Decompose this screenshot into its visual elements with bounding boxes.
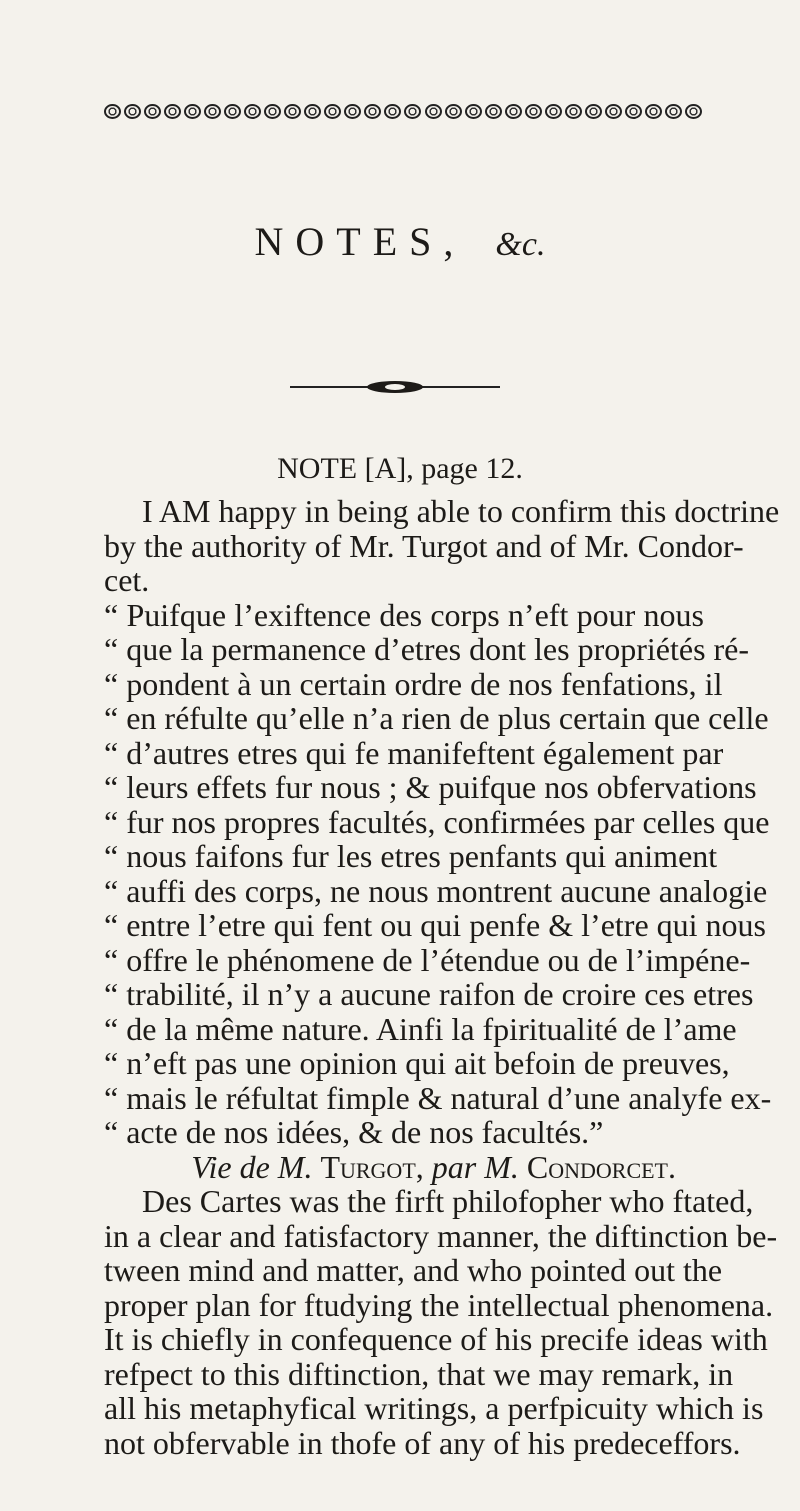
ornament-orb — [685, 104, 702, 119]
ornament-orb — [585, 104, 602, 119]
ornament-orb — [124, 104, 141, 119]
intro-line: cet. — [104, 562, 150, 598]
ornament-orb — [244, 104, 261, 119]
quote-line: “ nous faifons fur les etres penfants qui animent — [104, 838, 718, 874]
intro-line: by the authority of Mr. Turgot and of Mr. Condor- — [104, 527, 744, 564]
ornament-orb — [665, 104, 682, 119]
ornament-orb — [104, 104, 121, 119]
citation-author: Condorcet. — [526, 1148, 676, 1185]
citation-name: Turgot, — [320, 1148, 424, 1185]
body-line: Des Cartes was the firft philofopher who ftated, — [142, 1183, 754, 1219]
ornament-orb — [264, 104, 281, 119]
ornament-orb — [605, 104, 622, 119]
ornament-orb — [505, 104, 522, 119]
ornamental-rule — [290, 381, 500, 393]
quote-line: “ n’eft pas une opinion qui ait befoin de preuves, — [104, 1045, 730, 1081]
title-etc: &c. — [495, 226, 546, 263]
ornament-orb — [284, 104, 301, 119]
ornament-orb — [324, 104, 341, 119]
ornament-orb — [344, 104, 361, 119]
ornament-border — [104, 100, 702, 122]
ornament-orb — [525, 104, 542, 119]
ornament-orb — [565, 104, 582, 119]
french-quotation — [104, 596, 772, 1150]
citation-by: par M. — [431, 1148, 519, 1185]
quote-line: “ fur nos propres facultés, confirmées par celles que — [104, 803, 770, 840]
quote-line: “ acte de nos idées, & de nos facultés.” — [104, 1114, 604, 1150]
ornament-orb — [465, 104, 482, 119]
quote-line: “ que la permanence d’etres dont les propriétés ré- — [104, 631, 750, 667]
ornament-orb — [364, 104, 381, 119]
quote-line: “ d’autres etres qui fe manifeftent également par — [104, 734, 724, 771]
quote-line: “ mais le réfultat fimple & natural d’une analyfe ex- — [104, 1079, 772, 1116]
ornament-orb — [425, 104, 442, 119]
body-line: refpect to this diftinction, that we may remark, in — [104, 1355, 734, 1392]
body-line: all his metaphyfical writings, a perfpicuity which is — [104, 1390, 764, 1426]
quote-line: “ de la même nature. Ainfi la fpiritualité de l’ame — [104, 1010, 737, 1047]
ornament-orb — [144, 104, 161, 119]
citation-prefix: Vie de M. — [191, 1148, 313, 1185]
quote-line: “ en réfulte qu’elle n’a rien de plus certain que celle — [104, 700, 769, 736]
quote-line: “ Puifque l’exiftence des corps n’eft pour nous — [104, 596, 704, 633]
page-title — [0, 218, 800, 265]
ornament-orb — [404, 104, 421, 119]
ornament-orb — [304, 104, 321, 119]
quote-line: “ offre le phénomene de l’étendue ou de l’impéne- — [104, 941, 751, 978]
quote-line: “ pondent à un certain ordre de nos fenfations, il — [104, 665, 723, 702]
body-paragraph — [104, 1183, 778, 1461]
quote-line: “ leurs effets fur nous ; & puifque nos obfervations — [104, 769, 757, 805]
ornament-orb — [445, 104, 462, 119]
quote-line: “ auffi des corps, ne nous montrent aucune analogie — [104, 872, 768, 909]
ornament-orb — [224, 104, 241, 119]
body-line: proper plan for ftudying the intellectual phenomena. — [104, 1286, 774, 1323]
citation — [104, 1150, 704, 1185]
body-line: tween mind and matter, and who pointed out the — [104, 1252, 723, 1288]
ornament-orb — [645, 104, 662, 119]
body-line: It is chiefly in confequence of his precife ideas with — [104, 1321, 768, 1357]
note-heading: NOTE [A], page 12. — [277, 452, 523, 485]
ornament-orb — [384, 104, 401, 119]
ornament-orb — [625, 104, 642, 119]
body-line: not obfervable in thofe of any of his predeceffors. — [104, 1424, 741, 1461]
ornament-orb — [485, 104, 502, 119]
quote-line: “ trabilité, il n’y a aucune raifon de croire ces etres — [104, 976, 754, 1012]
body-line: in a clear and fatisfactory manner, the diftinction be- — [104, 1217, 778, 1254]
text-block — [104, 493, 780, 1461]
ornament-orb — [164, 104, 181, 119]
ornament-orb — [204, 104, 221, 119]
ornament-orb — [184, 104, 201, 119]
intro-line: I AM happy in being able to confirm this doctrine — [142, 493, 780, 529]
quote-line: “ entre l’etre qui fent ou qui penfe & l’etre qui nous — [104, 907, 766, 943]
ornament-orb — [545, 104, 562, 119]
title-text: NOTES, — [254, 219, 466, 264]
